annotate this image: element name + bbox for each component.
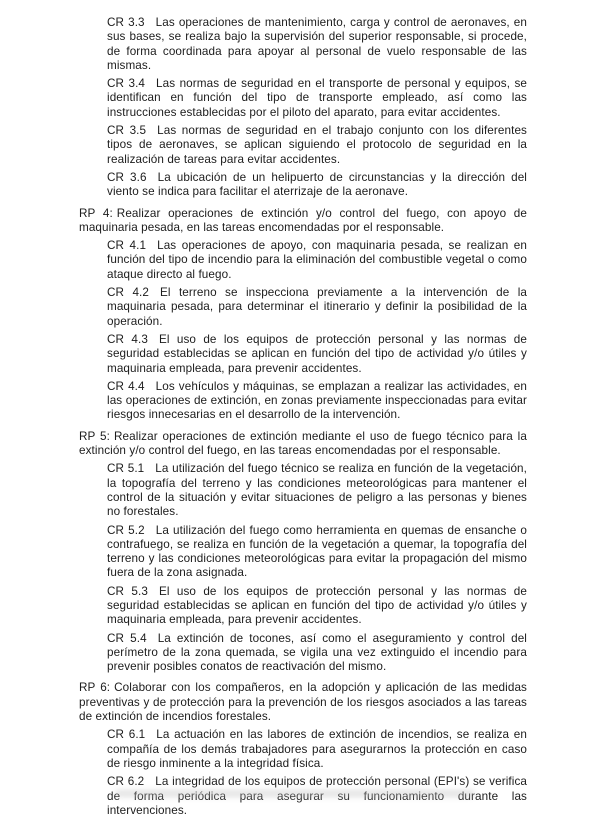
cr-label: CR 3.6 — [107, 170, 147, 184]
cr-label: CR 3.3 — [107, 16, 145, 29]
paragraph-text: Las normas de seguridad en el transporte de personal y equipos, se identifican en función del tipo de transporte empleado, así como las instrucciones establecidas por el piloto del aparato, para evitar accidentes. — [107, 77, 527, 119]
cr-paragraph-4-3 — [107, 333, 527, 376]
cr-label: CR 5.1 — [107, 462, 145, 476]
rp-heading-4 — [79, 207, 527, 236]
paragraph-text: La extinción de tocones, así como el aseguramiento y control del perímetro de la zona quemada, se vigila una vez extinguido el incendio para prevenir posibles conatos de reactivación del mismo. — [107, 631, 527, 674]
rp-label: RP 6: — [79, 681, 111, 695]
cr-label: CR 5.4 — [107, 631, 147, 645]
cr-paragraph-4-4 — [107, 380, 527, 423]
paragraph-text: El uso de los equipos de protección personal y las normas de seguridad establecidas se aplican en función del tipo de actividad y/o útiles y maquinaria empleada, para prevenir accidentes. — [107, 584, 527, 627]
rp-label: RP 5: — [79, 429, 111, 443]
cr-paragraph-3-4 — [107, 77, 527, 120]
paragraph-text: El terreno se inspecciona previamente a la intervención de la maquinaria pesada, para determinar el itinerario y definir la posibilidad de la operación. — [107, 286, 527, 328]
cr-paragraph-5-1 — [107, 462, 527, 519]
cr-label: CR 4.2 — [107, 286, 149, 300]
paragraph-text: Realizar operaciones de extinción mediante el uso de fuego técnico para la extinción y/o control del fuego, en las tareas encomendadas por el responsable. — [79, 429, 527, 458]
paragraph-text: Realizar operaciones de extinción y/o control del fuego, con apoyo de maquinaria pesada, en las tareas encomendadas por el responsable. — [79, 206, 527, 234]
cr-paragraph-5-2 — [107, 524, 527, 581]
cr-paragraph-3-6 — [107, 171, 527, 200]
cr-label: CR 6.2 — [107, 775, 145, 789]
cr-label: CR 6.1 — [107, 728, 146, 742]
rp-label: RP 4: — [79, 206, 113, 220]
blurred-footer-line — [115, 790, 475, 797]
document-body — [79, 16, 527, 822]
cr-label: CR 4.3 — [107, 332, 148, 346]
paragraph-text: Las operaciones de mantenimiento, carga y control de aeronaves, en sus bases, se realiza bajo la supervisión del superior responsable, si procede, de forma coordinada para apoyar al personal de vuelo responsable de las mismas. — [107, 16, 527, 72]
cr-label: CR 3.4 — [107, 77, 146, 91]
paragraph-text: Las operaciones de apoyo, con maquinaria pesada, se realizan en función del tipo de incendio para la eliminación del combustible vegetal o como ataque directo al fuego. — [107, 239, 527, 281]
cr-paragraph-4-2 — [107, 286, 527, 329]
cr-paragraph-5-4 — [107, 632, 527, 675]
paragraph-text: Colaborar con los compañeros, en la adopción y aplicación de las medidas preventivas y de protección para la prevención de los riesgos asociados a las tareas de extinción de incendios forestales. — [79, 681, 527, 724]
paragraph-text: La integridad de los equipos de protección personal (EPI's) se verifica de forma periódica para asegurar su funcionamiento durante las intervenciones. — [107, 775, 527, 817]
cr-label: CR 4.4 — [107, 379, 145, 393]
cr-paragraph-5-3 — [107, 585, 527, 628]
cr-paragraph-3-5 — [107, 124, 527, 167]
paragraph-text: Las normas de seguridad en el trabajo conjunto con los diferentes tipos de aeronaves, se aplican siguiendo el protocolo de seguridad en la realización de tareas para evitar accidentes. — [107, 124, 527, 166]
cr-paragraph-6-1 — [107, 728, 527, 771]
rp-heading-5 — [79, 430, 527, 459]
cr-label: CR 3.5 — [107, 124, 147, 138]
cr-label: CR 5.3 — [107, 584, 148, 598]
paragraph-text: La utilización del fuego como herramienta en quemas de ensanche o contrafuego, se realiza en función de la vegetación a quemar, la topografía del terreno y las condiciones meteorológicas para evitar la propagación del mismo fuera de la zona asignada. — [107, 523, 527, 580]
paragraph-text: Los vehículos y máquinas, se emplazan a realizar las actividades, en las operaciones de extinción, en zonas previamente inspeccionadas para evitar riesgos innecesarias en el desarrollo de la intervención. — [107, 379, 527, 422]
cr-paragraph-4-1 — [107, 239, 527, 282]
paragraph-text: El uso de los equipos de protección personal y las normas de seguridad establecidas se aplican en función del tipo de actividad y/o útiles y maquinaria empleada, para prevenir accidentes. — [107, 332, 527, 375]
cr-paragraph-3-3 — [107, 16, 527, 73]
rp-heading-6 — [79, 681, 527, 724]
paragraph-text: La utilización del fuego técnico se realiza en función de la vegetación, la topografía del terreno y las condiciones meteorológicas para mantener el control de la situación y evitar situaciones de peligro a las personas y bienes no forestales. — [107, 462, 527, 519]
paragraph-text: La actuación en las labores de extinción de incendios, se realiza en compañía de los demás trabajadores para asegurarnos la protección en caso de riesgo inminente a la integridad física. — [107, 728, 527, 770]
paragraph-text: La ubicación de un helipuerto de circunstancias y la dirección del viento se indica para facilitar el aterrizaje de la aeronave. — [107, 170, 527, 199]
cr-label: CR 4.1 — [107, 239, 147, 253]
cr-label: CR 5.2 — [107, 523, 145, 537]
